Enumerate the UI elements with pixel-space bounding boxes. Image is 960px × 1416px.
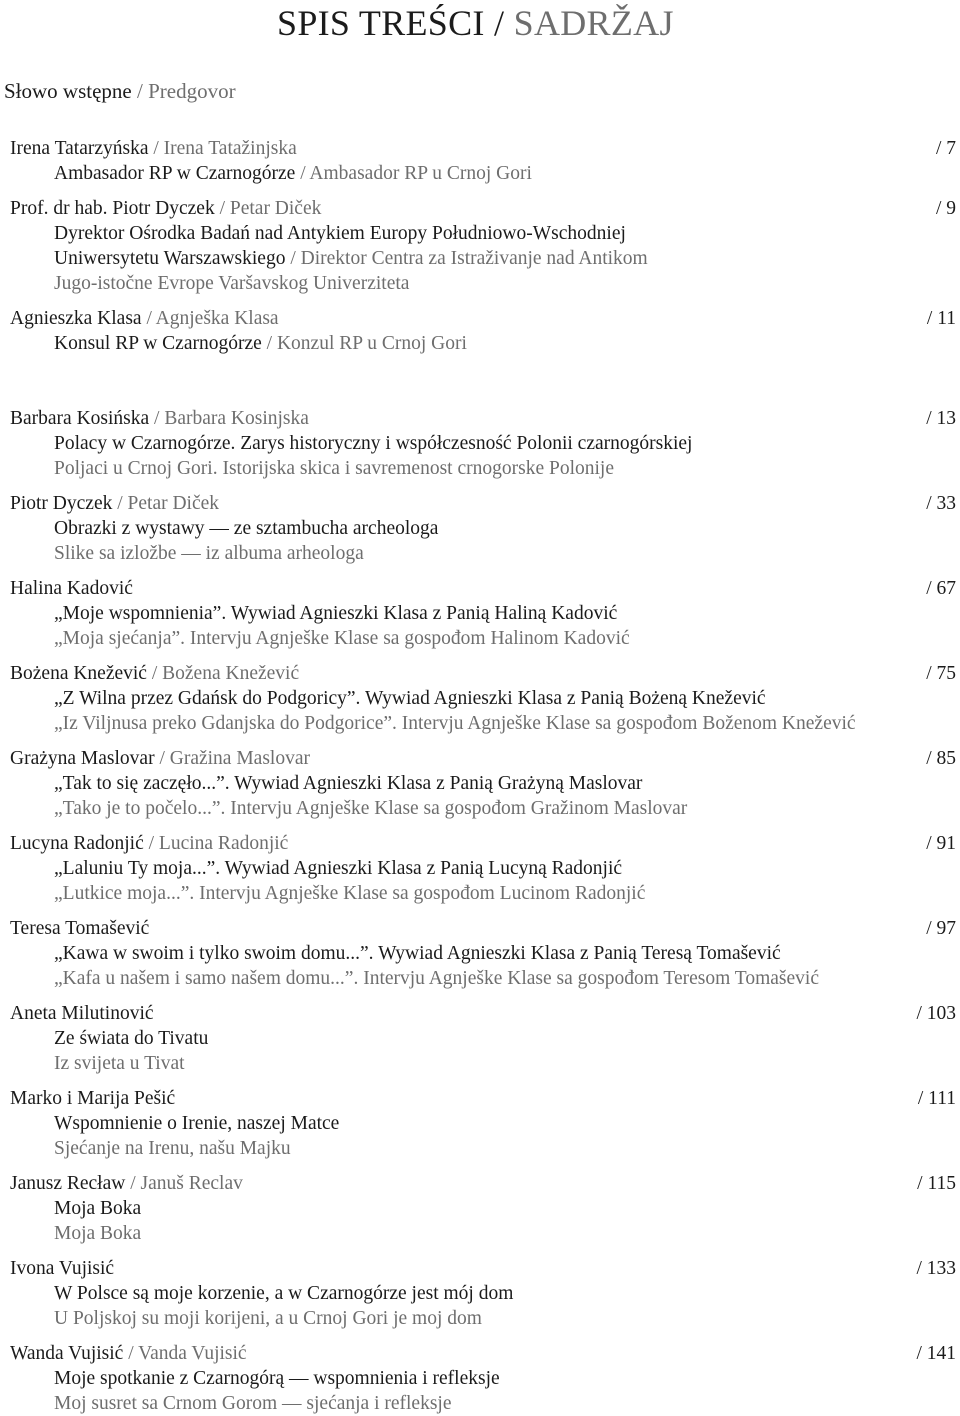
page-number: / 111 bbox=[917, 1088, 956, 1109]
subtitle-serbian: Moja Boka bbox=[54, 1223, 142, 1244]
toc-entry-subtitle bbox=[54, 966, 819, 991]
author-name-serbian: / Petar Diček bbox=[112, 493, 220, 514]
subtitle-polish: Wspomnienie o Irenie, naszej Matce bbox=[54, 1113, 340, 1134]
toc-entry-subtitle bbox=[54, 626, 630, 651]
subtitle-serbian: / Direktor Centra za Istraživanje nad Antikom bbox=[285, 248, 648, 269]
author-name-polish: Barbara Kosińska bbox=[10, 408, 150, 429]
author-name-polish: Janusz Recław bbox=[10, 1173, 126, 1194]
page-number: / 97 bbox=[926, 918, 956, 939]
toc-entry-author bbox=[10, 306, 279, 331]
subtitle-polish: „Z Wilna przez Gdańsk do Podgoricy”. Wywiad Agnieszki Klasa z Panią Bożeną Knežević bbox=[54, 688, 766, 709]
subtitle-polish: „Kawa w swoim i tylko swoim domu...”. Wywiad Agnieszki Klasa z Panią Teresą Tomašević bbox=[54, 943, 781, 964]
title-separator: / bbox=[484, 3, 514, 43]
subtitle-serbian: „Iz Viljnusa preko Gdanjska do Podgorice”. Intervju Agnješke Klase sa gospođom Boženom Knežević bbox=[54, 713, 856, 734]
toc-entry-author bbox=[10, 406, 309, 431]
subtitle-polish: Moja Boka bbox=[54, 1198, 142, 1219]
author-name-polish: Ivona Vujisić bbox=[10, 1258, 115, 1279]
title-serbian: SADRŽAJ bbox=[513, 3, 674, 43]
toc-entry-author bbox=[10, 1341, 247, 1366]
author-name-polish: Irena Tatarzyńska bbox=[10, 138, 149, 159]
author-name-polish: Halina Kadović bbox=[10, 578, 133, 599]
toc-entry-subtitle bbox=[54, 271, 409, 296]
subtitle-serbian: Iz svijeta u Tivat bbox=[54, 1053, 185, 1074]
subtitle-serbian: Poljaci u Crnoj Gori. Istorijska skica i savremenost crnogorske Polonije bbox=[54, 458, 614, 479]
toc-entry-subtitle bbox=[54, 1281, 513, 1306]
author-name-serbian: / Barbara Kosinjska bbox=[149, 408, 309, 429]
page-number: / 33 bbox=[926, 493, 956, 514]
toc-entry-author bbox=[10, 831, 288, 856]
author-name-polish: Teresa Tomašević bbox=[10, 918, 150, 939]
author-name-serbian: / Lucina Radonjić bbox=[143, 833, 289, 854]
subtitle-serbian: Slike sa izložbe — iz albuma arheologa bbox=[54, 543, 364, 564]
author-name-polish: Wanda Vujisić bbox=[10, 1343, 124, 1364]
subtitle-polish: Ze świata do Tivatu bbox=[54, 1028, 209, 1049]
toc-entry-subtitle bbox=[54, 331, 467, 356]
author-name-polish: Agnieszka Klasa bbox=[10, 308, 142, 329]
author-name-polish: Marko i Marija Pešić bbox=[10, 1088, 176, 1109]
author-name-polish: Aneta Milutinović bbox=[10, 1003, 154, 1024]
toc-entry-subtitle bbox=[54, 456, 614, 481]
subtitle-polish: „Moje wspomnienia”. Wywiad Agnieszki Klasa z Panią Haliną Kadović bbox=[54, 603, 618, 624]
toc-entry-subtitle bbox=[54, 1136, 291, 1161]
toc-entry-author bbox=[10, 916, 149, 941]
author-name-serbian: / Vanda Vujisić bbox=[123, 1343, 247, 1364]
subtitle-polish: „Tak to się zaczęło...”. Wywiad Agnieszki Klasa z Panią Grażyną Maslovar bbox=[54, 773, 643, 794]
author-name-polish: Bożena Knežević bbox=[10, 663, 147, 684]
page-number: / 13 bbox=[926, 408, 956, 429]
subtitle-serbian: „Kafa u našem i samo našem domu...”. Intervju Agnješke Klase sa gospođom Teresom Tomašević bbox=[54, 968, 819, 989]
toc-entry-author bbox=[10, 196, 321, 221]
subtitle-serbian: Jugo-istočne Evrope Varšavskog Univerziteta bbox=[54, 273, 410, 294]
preface-polish: Słowo wstępne bbox=[4, 79, 132, 103]
page-number: / 85 bbox=[926, 748, 956, 769]
toc-entry-subtitle bbox=[54, 686, 766, 711]
subtitle-serbian: / Ambasador RP u Crnoj Gori bbox=[295, 163, 532, 184]
author-name-serbian: / Januš Reclav bbox=[125, 1173, 243, 1194]
toc-entry-subtitle bbox=[54, 796, 687, 821]
subtitle-polish: Konsul RP w Czarnogórze bbox=[54, 333, 262, 354]
toc-entry-subtitle bbox=[54, 1366, 500, 1391]
preface-separator: / bbox=[131, 79, 149, 103]
preface-serbian: Predgovor bbox=[148, 79, 236, 103]
subtitle-serbian: „Lutkice moja...”. Intervju Agnješke Klase sa gospođom Lucinom Radonjić bbox=[54, 883, 646, 904]
toc-entry-subtitle bbox=[54, 881, 645, 906]
subtitle-serbian: U Poljskoj su moji korijeni, a u Crnoj Gori je moj dom bbox=[54, 1308, 482, 1329]
page-number: / 141 bbox=[916, 1343, 956, 1364]
toc-entry-subtitle bbox=[54, 1196, 141, 1221]
subtitle-polish: W Polsce są moje korzenie, a w Czarnogórze jest mój dom bbox=[54, 1283, 514, 1304]
subtitle-serbian: Moj susret sa Crnom Gorom — sjećanja i refleksje bbox=[54, 1393, 452, 1414]
toc-entry-subtitle bbox=[54, 161, 532, 186]
author-name-serbian: / Irena Tatažinjska bbox=[148, 138, 297, 159]
title-polish: SPIS TREŚCI bbox=[277, 3, 485, 43]
toc-entry-subtitle bbox=[54, 941, 781, 966]
page-number: / 103 bbox=[916, 1003, 956, 1024]
toc-entry-subtitle bbox=[54, 541, 364, 566]
subtitle-serbian: „Moja sjećanja”. Intervju Agnješke Klase sa gospođom Halinom Kadović bbox=[54, 628, 630, 649]
page-number: / 133 bbox=[916, 1258, 956, 1279]
page-number: / 9 bbox=[935, 198, 956, 219]
toc-entry-author bbox=[10, 746, 310, 771]
toc-entry-author bbox=[10, 576, 133, 601]
author-name-polish: Lucyna Radonjić bbox=[10, 833, 144, 854]
toc-entry-subtitle bbox=[54, 601, 617, 626]
toc-entry-subtitle bbox=[54, 431, 692, 456]
page-title bbox=[277, 2, 674, 44]
toc-entry-subtitle bbox=[54, 1111, 339, 1136]
author-name-serbian: / Božena Knežević bbox=[146, 663, 300, 684]
toc-entry-author bbox=[10, 136, 297, 161]
page-number: / 91 bbox=[926, 833, 956, 854]
page-number: / 115 bbox=[917, 1173, 956, 1194]
author-name-polish: Piotr Dyczek bbox=[10, 493, 113, 514]
author-name-serbian: / Gražina Maslovar bbox=[154, 748, 310, 769]
subtitle-polish: Moje spotkanie z Czarnogórą — wspomnienia i refleksje bbox=[54, 1368, 500, 1389]
preface-heading bbox=[4, 79, 236, 104]
subtitle-serbian: „Tako je to počelo...”. Intervju Agnješke Klase sa gospođom Gražinom Maslovar bbox=[54, 798, 688, 819]
toc-entry-subtitle bbox=[54, 1306, 482, 1331]
subtitle-polish: Dyrektor Ośrodka Badań nad Antykiem Europy Południowo-Wschodniej bbox=[54, 223, 626, 244]
author-name-polish: Grażyna Maslovar bbox=[10, 748, 155, 769]
toc-entry-author bbox=[10, 1086, 175, 1111]
toc-entry-author bbox=[10, 661, 299, 686]
subtitle-polish: Obrazki z wystawy — ze sztambucha archeologa bbox=[54, 518, 439, 539]
subtitle-polish: Uniwersytetu Warszawskiego bbox=[54, 248, 286, 269]
toc-entry-author bbox=[10, 491, 219, 516]
author-name-polish: Prof. dr hab. Piotr Dyczek bbox=[10, 198, 215, 219]
toc-entry-subtitle bbox=[54, 221, 626, 246]
toc-entry-subtitle bbox=[54, 1026, 208, 1051]
subtitle-polish: „Laluniu Ty moja...”. Wywiad Agnieszki Klasa z Panią Lucyną Radonjić bbox=[54, 858, 623, 879]
toc-entry-subtitle bbox=[54, 246, 648, 271]
author-name-serbian: / Agnješka Klasa bbox=[141, 308, 279, 329]
toc-entry-author bbox=[10, 1256, 114, 1281]
page-number: / 7 bbox=[935, 138, 956, 159]
toc-entry-subtitle bbox=[54, 1391, 452, 1416]
toc-entry-author bbox=[10, 1171, 243, 1196]
author-name-serbian: / Petar Diček bbox=[214, 198, 322, 219]
subtitle-serbian: Sjećanje na Irenu, našu Majku bbox=[54, 1138, 291, 1159]
toc-entry-subtitle bbox=[54, 711, 856, 736]
page-number: / 75 bbox=[926, 663, 956, 684]
toc-entry-subtitle bbox=[54, 856, 622, 881]
toc-entry-subtitle bbox=[54, 1221, 141, 1246]
toc-entry-author bbox=[10, 1001, 154, 1026]
subtitle-polish: Polacy w Czarnogórze. Zarys historyczny i współczesność Polonii czarnogórskiej bbox=[54, 433, 693, 454]
toc-entry-subtitle bbox=[54, 1051, 185, 1076]
page-number: / 11 bbox=[926, 308, 956, 329]
subtitle-polish: Ambasador RP w Czarnogórze bbox=[54, 163, 296, 184]
toc-entry-subtitle bbox=[54, 771, 642, 796]
page-number: / 67 bbox=[926, 578, 956, 599]
subtitle-serbian: / Konzul RP u Crnoj Gori bbox=[261, 333, 467, 354]
toc-entry-subtitle bbox=[54, 516, 438, 541]
